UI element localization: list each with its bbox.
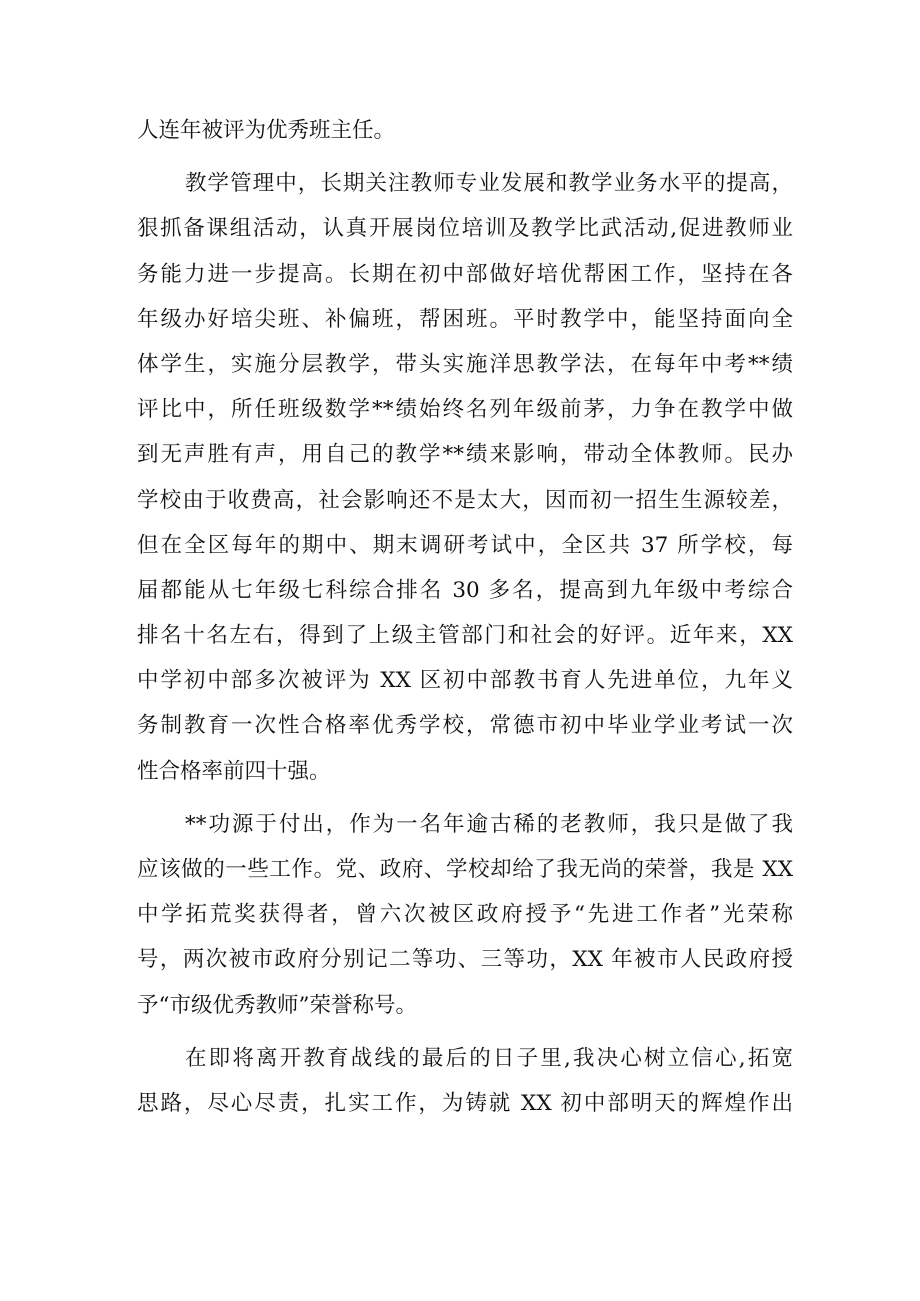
text-line: 中学拓荒奖获得者，曾六次被区政府授予“先进工作者”光荣称 [137,902,793,928]
text-line: 应该做的一些工作。党、政府、学校却给了我无尚的荣誉，我是 XX [137,857,793,882]
text-line: 务制教育一次性合格率优秀学校，常德市初中毕业学业考试一次 [137,713,793,739]
text-line: 在即将离开教育战线的最后的日子里,我决心树立信心,拓宽 [185,1045,793,1071]
text-line: **功源于付出，作为一名年逾古稀的老教师，我只是做了我 [185,811,793,837]
text-line: 到无声胜有声，用自己的教学**绩来影响，带动全体教师。民办 [137,442,793,468]
paragraph-4 [137,1036,793,1126]
text-line: 思路，尽心尽责，扎实工作，为铸就 XX 初中部明天的辉煌作出 [137,1090,793,1116]
text-line: 性合格率前四十强。 [137,758,331,784]
text-line: 届都能从七年级七科综合排名 30 多名，提高到九年级中考综合 [137,577,793,603]
document-body [137,108,793,1126]
text-line: 体学生，实施分层教学，带头实施洋思教学法，在每年中考**绩 [137,351,793,377]
text-line: 评比中，所任班级数学**绩始终名列年级前茅，力争在教学中做 [137,397,793,423]
paragraph-3 [137,802,793,1028]
text-line: 教学管理中，长期关注教师专业发展和教学业务水平的提高， [185,171,793,197]
text-line: 号，两次被市政府分别记二等功、三等功，XX 年被市人民政府授 [137,947,793,973]
paragraph-2 [137,161,793,794]
text-line: 年级办好培尖班、补偏班，帮困班。平时教学中，能坚持面向全 [137,306,793,332]
text-line: 务能力进一步提高。长期在初中部做好培优帮困工作，坚持在各 [137,261,793,287]
text-line: 中学初中部多次被评为 XX 区初中部教书育人先进单位，九年义 [137,668,793,694]
text-line: 学校由于收费高，社会影响还不是太大，因而初一招生生源较差， [137,487,793,513]
text-line: 予“市级优秀教师”荣誉称号。 [137,992,417,1018]
text-line: 狠抓备课组活动，认真开展岗位培训及教学比武活动,促进教师业 [137,216,793,242]
paragraph-1 [137,108,793,153]
text-line: 排名十名左右，得到了上级主管部门和社会的好评。近年来，XX [137,623,793,649]
text-line: 人连年被评为优秀班主任。 [137,118,396,143]
text-line: 但在全区每年的期中、期末调研考试中，全区共 37 所学校，每 [137,532,793,558]
